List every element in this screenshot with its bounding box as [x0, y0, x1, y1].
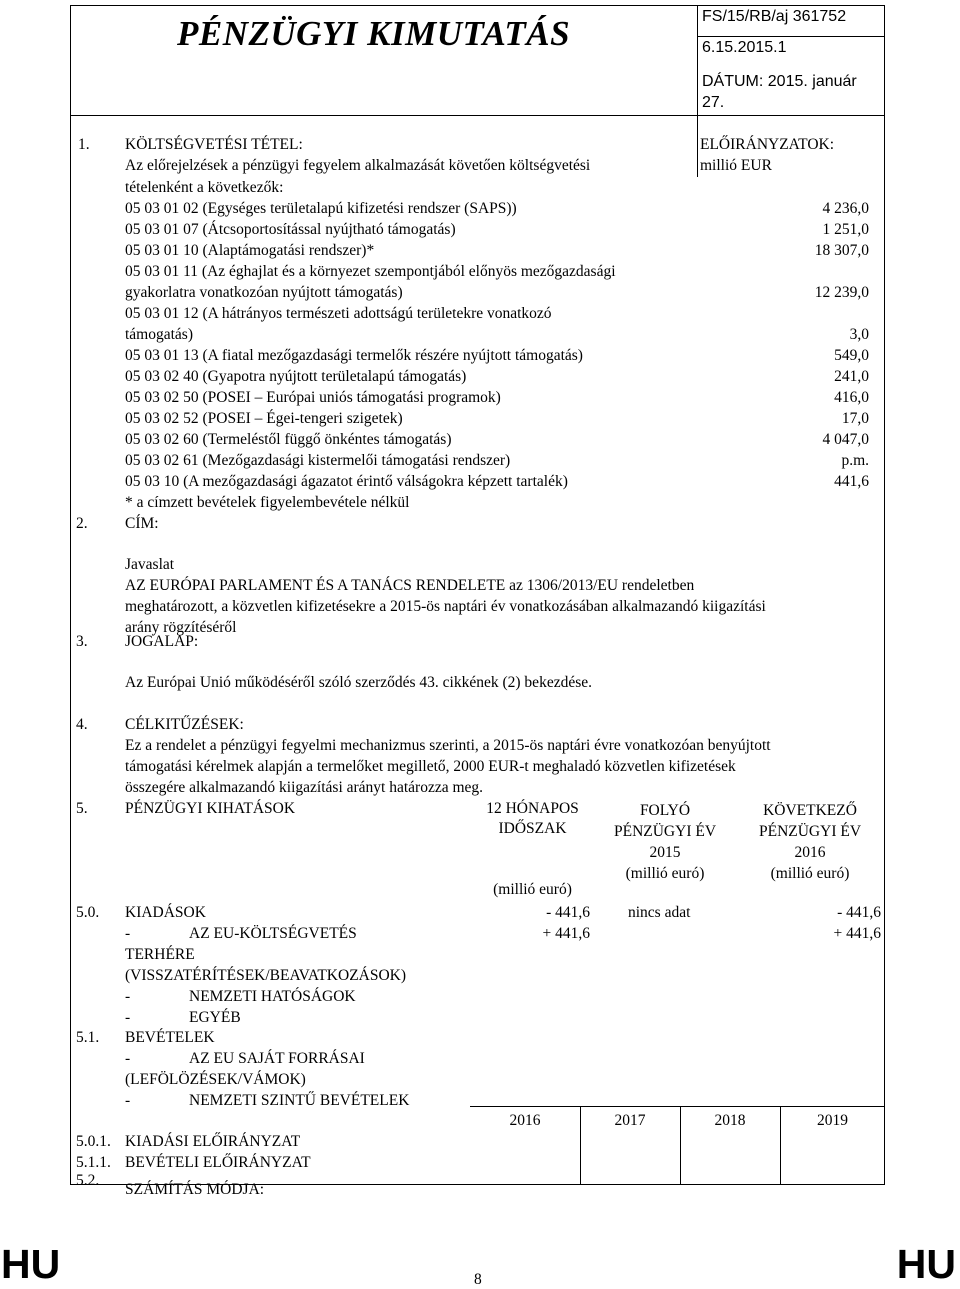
- section-4-number: 4.: [76, 716, 88, 733]
- budget-line-value: 1 251,0: [822, 221, 869, 238]
- section-2-number: 2.: [76, 515, 88, 532]
- row-5-1-number: 5.1.: [76, 1029, 100, 1046]
- col-current-year-line: FOLYÓ: [639, 802, 691, 819]
- budget-line-text: 05 03 10 (A mezőgazdasági ágazatot érintő válságokra képzett tartalék): [125, 473, 568, 490]
- col-12-month-header: [470, 800, 595, 838]
- row-5-0-number: 5.0.: [76, 904, 100, 921]
- footer-language-right: HU: [896, 1241, 956, 1287]
- col-next-year-line: KÖVETKEZŐ: [763, 802, 857, 819]
- col-12-month-line: IDŐSZAK: [498, 820, 567, 837]
- col-next-year-value-1: - 441,6: [837, 904, 881, 921]
- budget-line-text-cont: támogatás): [125, 326, 194, 343]
- col-12-month-value-2: + 441,6: [542, 925, 590, 942]
- year-column: 2017: [614, 1112, 646, 1129]
- budget-line-value: 12 239,0: [814, 284, 869, 301]
- budget-line-text: 05 03 01 11 (Az éghajlat és a környezet szempontjából előnyös mezőgazdasági: [125, 263, 616, 280]
- budget-line-value: 18 307,0: [814, 242, 869, 259]
- objectives-line-2: támogatási kérelmek alapján a termelőket megillető, 2000 EUR-t meghaladó közvetlen kifizetések: [125, 758, 736, 775]
- national-revenue: NEMZETI SZINTŰ BEVÉTELEK: [189, 1092, 410, 1109]
- objectives-line-3: összegére alkalmazandó kiigazítási arányt határozza meg.: [125, 779, 484, 796]
- years-row-top-rule: [470, 1106, 885, 1107]
- header-divider-horizontal: [697, 36, 885, 37]
- own-resources-line-1: AZ EU SAJÁT FORRÁSAI: [189, 1050, 365, 1067]
- row-5-1-1-label: BEVÉTELI ELŐIRÁNYZAT: [125, 1154, 311, 1171]
- budget-line-text: 05 03 02 52 (POSEI – Égei-tengeri szigetek): [125, 410, 403, 427]
- col-current-year-header: [595, 800, 735, 884]
- dash: -: [125, 1050, 131, 1067]
- footer-language-left: HU: [1, 1241, 61, 1287]
- col-12-month-value-1: - 441,6: [546, 904, 590, 921]
- section-1-intro-line-2: tételenként a következők:: [125, 179, 284, 196]
- budget-line-value: 416,0: [834, 389, 869, 406]
- row-5-0-1-label: KIADÁSI ELŐIRÁNYZAT: [125, 1133, 301, 1150]
- budget-line-text: 05 03 01 02 (Egységes területalapú kifizetési rendszer (SAPS)): [125, 200, 517, 217]
- objectives-line-1: Ez a rendelet a pénzügyi fegyelmi mechanizmus szerinti, a 2015-ös naptári évre vonatkozóan benyújtott: [125, 737, 771, 754]
- budget-line-text: 05 03 01 12 (A hátrányos természeti adottságú területekre vonatkozó: [125, 305, 552, 322]
- year-column: 2019: [817, 1112, 848, 1129]
- appropriations-divider: [697, 115, 698, 177]
- budget-line-text: 05 03 01 07 (Átcsoportosítással nyújtható támogatás): [125, 221, 456, 238]
- legal-basis-text: Az Európai Unió működéséről szóló szerződés 43. cikkének (2) bekezdése.: [125, 674, 592, 691]
- other: EGYÉB: [189, 1009, 241, 1026]
- title-line-1: Javaslat: [125, 556, 175, 573]
- col-next-year-line: 2016: [794, 844, 826, 861]
- section-2-label: CÍM:: [125, 515, 159, 532]
- budget-line-value: 241,0: [834, 368, 869, 385]
- row-5-1-label: BEVÉTELEK: [125, 1029, 215, 1046]
- row-5-0-label: KIADÁSOK: [125, 904, 206, 921]
- col-next-year-value-2: + 441,6: [833, 925, 881, 942]
- budget-line-value: 4 047,0: [822, 431, 869, 448]
- title-line-3: meghatározott, a közvetlen kifizetésekre a 2015-ös naptári év vonatkozásában alkalmazandó kiigazítási: [125, 598, 766, 615]
- header-bottom-rule: [70, 115, 885, 116]
- eu-budget-line-3: (VISSZATÉRÍTÉSEK/BEAVATKOZÁSOK): [125, 967, 407, 984]
- section-5-label: PÉNZÜGYI KIHATÁSOK: [125, 800, 296, 817]
- reference-number: FS/15/RB/aj 361752: [702, 8, 847, 25]
- section-3-label: JOGALAP:: [125, 633, 199, 650]
- own-resources-line-2: (LEFÖLÖZÉSEK/VÁMOK): [125, 1071, 306, 1088]
- national-authorities: NEMZETI HATÓSÁGOK: [189, 988, 356, 1005]
- eu-budget-line-1: AZ EU-KÖLTSÉGVETÉS: [189, 925, 357, 942]
- dash: -: [125, 1009, 131, 1026]
- page-title: PÉNZÜGYI KIMUTATÁS: [177, 14, 571, 53]
- row-5-2-number: 5.2.: [76, 1172, 100, 1189]
- budget-line-text: 05 03 02 61 (Mezőgazdasági kistermelői támogatási rendszer): [125, 452, 511, 469]
- row-5-1-1-number: 5.1.1.: [76, 1154, 111, 1171]
- budget-line-text: 05 03 01 10 (Alaptámogatási rendszer)*: [125, 242, 375, 259]
- col-12-month-unit: (millió euró): [493, 881, 572, 898]
- header-divider-vertical: [697, 5, 698, 115]
- title-line-2: AZ EURÓPAI PARLAMENT ÉS A TANÁCS RENDELETE az 1306/2013/EU rendeletben: [125, 577, 695, 594]
- col-next-year-line: PÉNZÜGYI ÉV: [758, 823, 862, 840]
- col-current-year-line: PÉNZÜGYI ÉV: [613, 823, 717, 840]
- section-3-number: 3.: [76, 633, 88, 650]
- dash: -: [125, 925, 131, 942]
- budget-line-value: 441,6: [834, 473, 869, 490]
- year-column: 2018: [714, 1112, 746, 1129]
- budget-line-text: 05 03 02 50 (POSEI – Európai uniós támogatási programok): [125, 389, 501, 406]
- dash: -: [125, 1092, 131, 1109]
- col-current-year-line: (millió euró): [625, 865, 705, 882]
- section-5-number: 5.: [76, 800, 88, 817]
- budget-line-text: 05 03 02 60 (Termeléstől függő önkéntes támogatás): [125, 431, 452, 448]
- version-number: 6.15.2015.1: [702, 39, 787, 56]
- appropriations-unit: millió EUR: [700, 157, 772, 174]
- dash: -: [125, 988, 131, 1005]
- budget-line-value: 3,0: [849, 326, 869, 343]
- section-1-label: KÖLTSÉGVETÉSI TÉTEL:: [125, 136, 303, 153]
- section-1-number: 1.: [78, 136, 90, 153]
- budget-line-text-cont: gyakorlatra vonatkozóan nyújtott támogatás): [125, 284, 403, 301]
- section-4-label: CÉLKITŰZÉSEK:: [125, 716, 244, 733]
- budget-line-value: 549,0: [834, 347, 869, 364]
- section-1-intro-line-1: Az előrejelzések a pénzügyi fegyelem alkalmazását követően költségvetési: [125, 157, 591, 174]
- appropriations-label: ELŐIRÁNYZATOK:: [700, 136, 835, 153]
- title-line-4: arány rögzítéséről: [125, 619, 237, 636]
- page-number: 8: [474, 1271, 482, 1288]
- row-5-0-1-number: 5.0.1.: [76, 1133, 111, 1150]
- col-next-year-line: (millió euró): [770, 865, 850, 882]
- date-day: 27.: [702, 94, 725, 111]
- date-label: DÁTUM: 2015. január: [702, 73, 857, 90]
- year-column: 2016: [509, 1112, 541, 1129]
- footnote: * a címzett bevételek figyelembevétele nélkül: [125, 494, 410, 511]
- col-current-year-line: 2015: [649, 844, 681, 861]
- budget-line-text: 05 03 02 40 (Gyapotra nyújtott területalapú támogatás): [125, 368, 467, 385]
- col-12-month-line: 12 HÓNAPOS: [486, 800, 579, 817]
- row-5-2-label: SZÁMÍTÁS MÓDJA:: [125, 1181, 265, 1198]
- budget-line-value: 4 236,0: [822, 200, 869, 217]
- col-next-year-header: [740, 800, 880, 884]
- eu-budget-line-2: TERHÉRE: [125, 946, 195, 963]
- budget-line-value: p.m.: [841, 452, 869, 469]
- col-current-year-value: nincs adat: [628, 904, 691, 921]
- budget-line-value: 17,0: [841, 410, 869, 427]
- budget-line-text: 05 03 01 13 (A fiatal mezőgazdasági termelők részére nyújtott támogatás): [125, 347, 583, 364]
